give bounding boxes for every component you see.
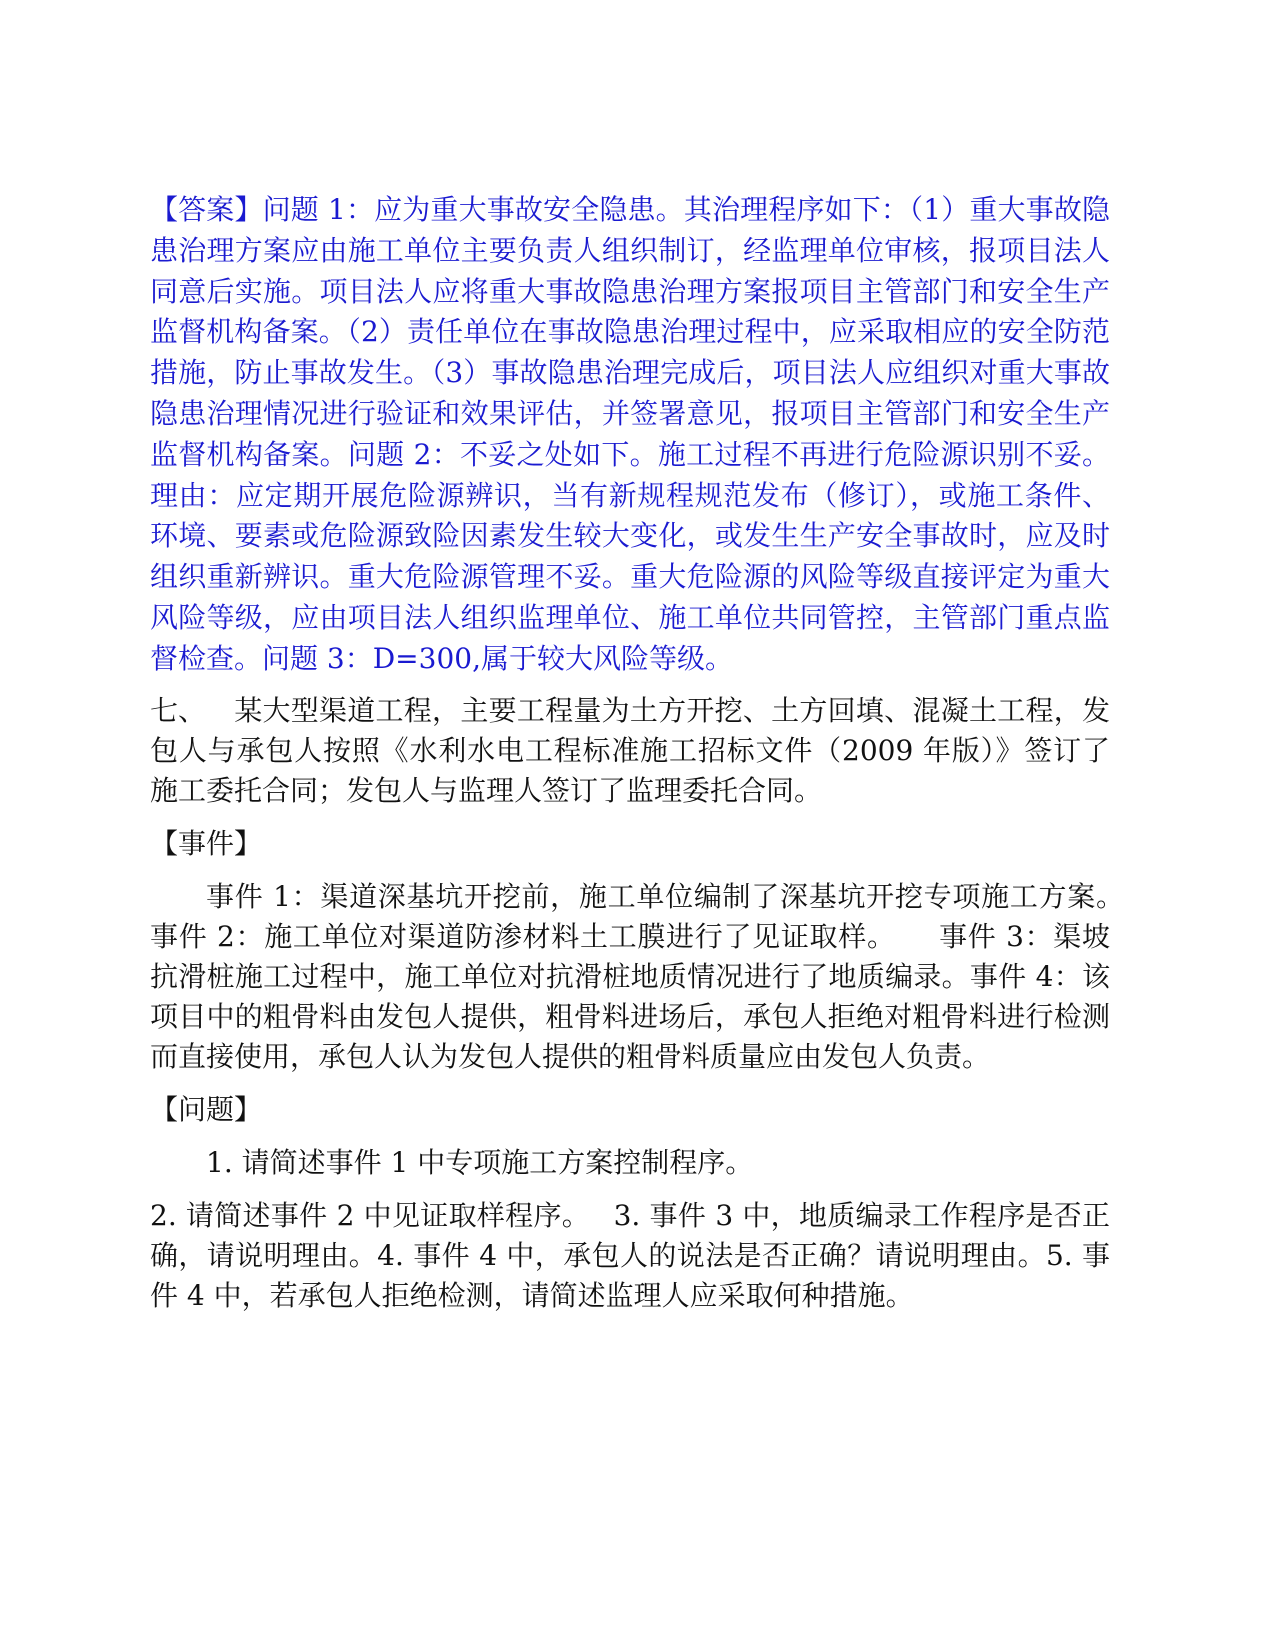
events-paragraph: 事件 1：渠道深基坑开挖前，施工单位编制了深基坑开挖专项施工方案。 事件 2：施工单位对渠道防渗材料土工膜进行了见证取样。 事件 3：渠坡抗滑桩施工过程中，施工单位对抗滑桩地质情况进行了地质编录。事件 4：该项目中的粗骨料由发包人提供，粗骨料进场后，承包人拒绝对粗骨料进行检测而直接使用，承包人认为发包人提供的粗骨料质量应由发包人负责。 [150,879,1167,1073]
questions-heading: 【问题】 [150,1092,263,1126]
question-item-1: 1. 请简述事件 1 中专项施工方案控制程序。 [206,1145,754,1179]
question-seven-text: 某大型渠道工程，主要工程量为土方开挖、土方回填、混凝土工程，发包人与承包人按照《水利水电工程标准施工招标文件（2009 年版）》签订了施工委托合同；发包人与监理人签订了监理委托合同。 [150,693,1110,807]
question-items-2-5: 2. 请简述事件 2 中见证取样程序。 3. 事件 3 中，地质编录工作程序是否正确，请说明理由。4. 事件 4 中，承包人的说法是否正确？请说明理由。5. 事件 4 中，若承包人拒绝检测，请简述监理人应采取何种措施。 [150,1198,1110,1312]
answer-paragraph: 【答案】问题 1：应为重大事故安全隐患。其治理程序如下：（1）重大事故隐患治理方案应由施工单位主要负责人组织制订，经监理单位审核，报项目法人同意后实施。项目法人应将重大事故隐患治理方案报项目主管部门和安全生产监督机构备案。（2）责任单位在事故隐患治理过程中，应采取相应的安全防范措施，防止事故发生。（3）事故隐患治理完成后，项目法人应组织对重大事故隐患治理情况进行验证和效果评估，并签署意见，报项目主管部门和安全生产监督机构备案。问题 2：不妥之处如下。施工过程不再进行危险源识别不妥。理由：应定期开展危险源辨识，当有新规程规范发布（修订），或施工条件、环境、要素或危险源致险因素发生较大变化，或发生生产安全事故时，应及时组织重新辨识。重大危险源管理不妥。重大危险源的风险等级直接评定为重大风险等级，应由项目法人组织监理单位、施工单位共同管控，主管部门重点监督检查。问题 3：D=300,属于较大风险等级。 [150,193,1110,675]
events-heading: 【事件】 [150,826,263,860]
events-block [150,877,1167,1077]
document-page [150,190,1167,1316]
question-seven-paragraph [150,691,1110,811]
question-number: 七、 [150,693,207,727]
